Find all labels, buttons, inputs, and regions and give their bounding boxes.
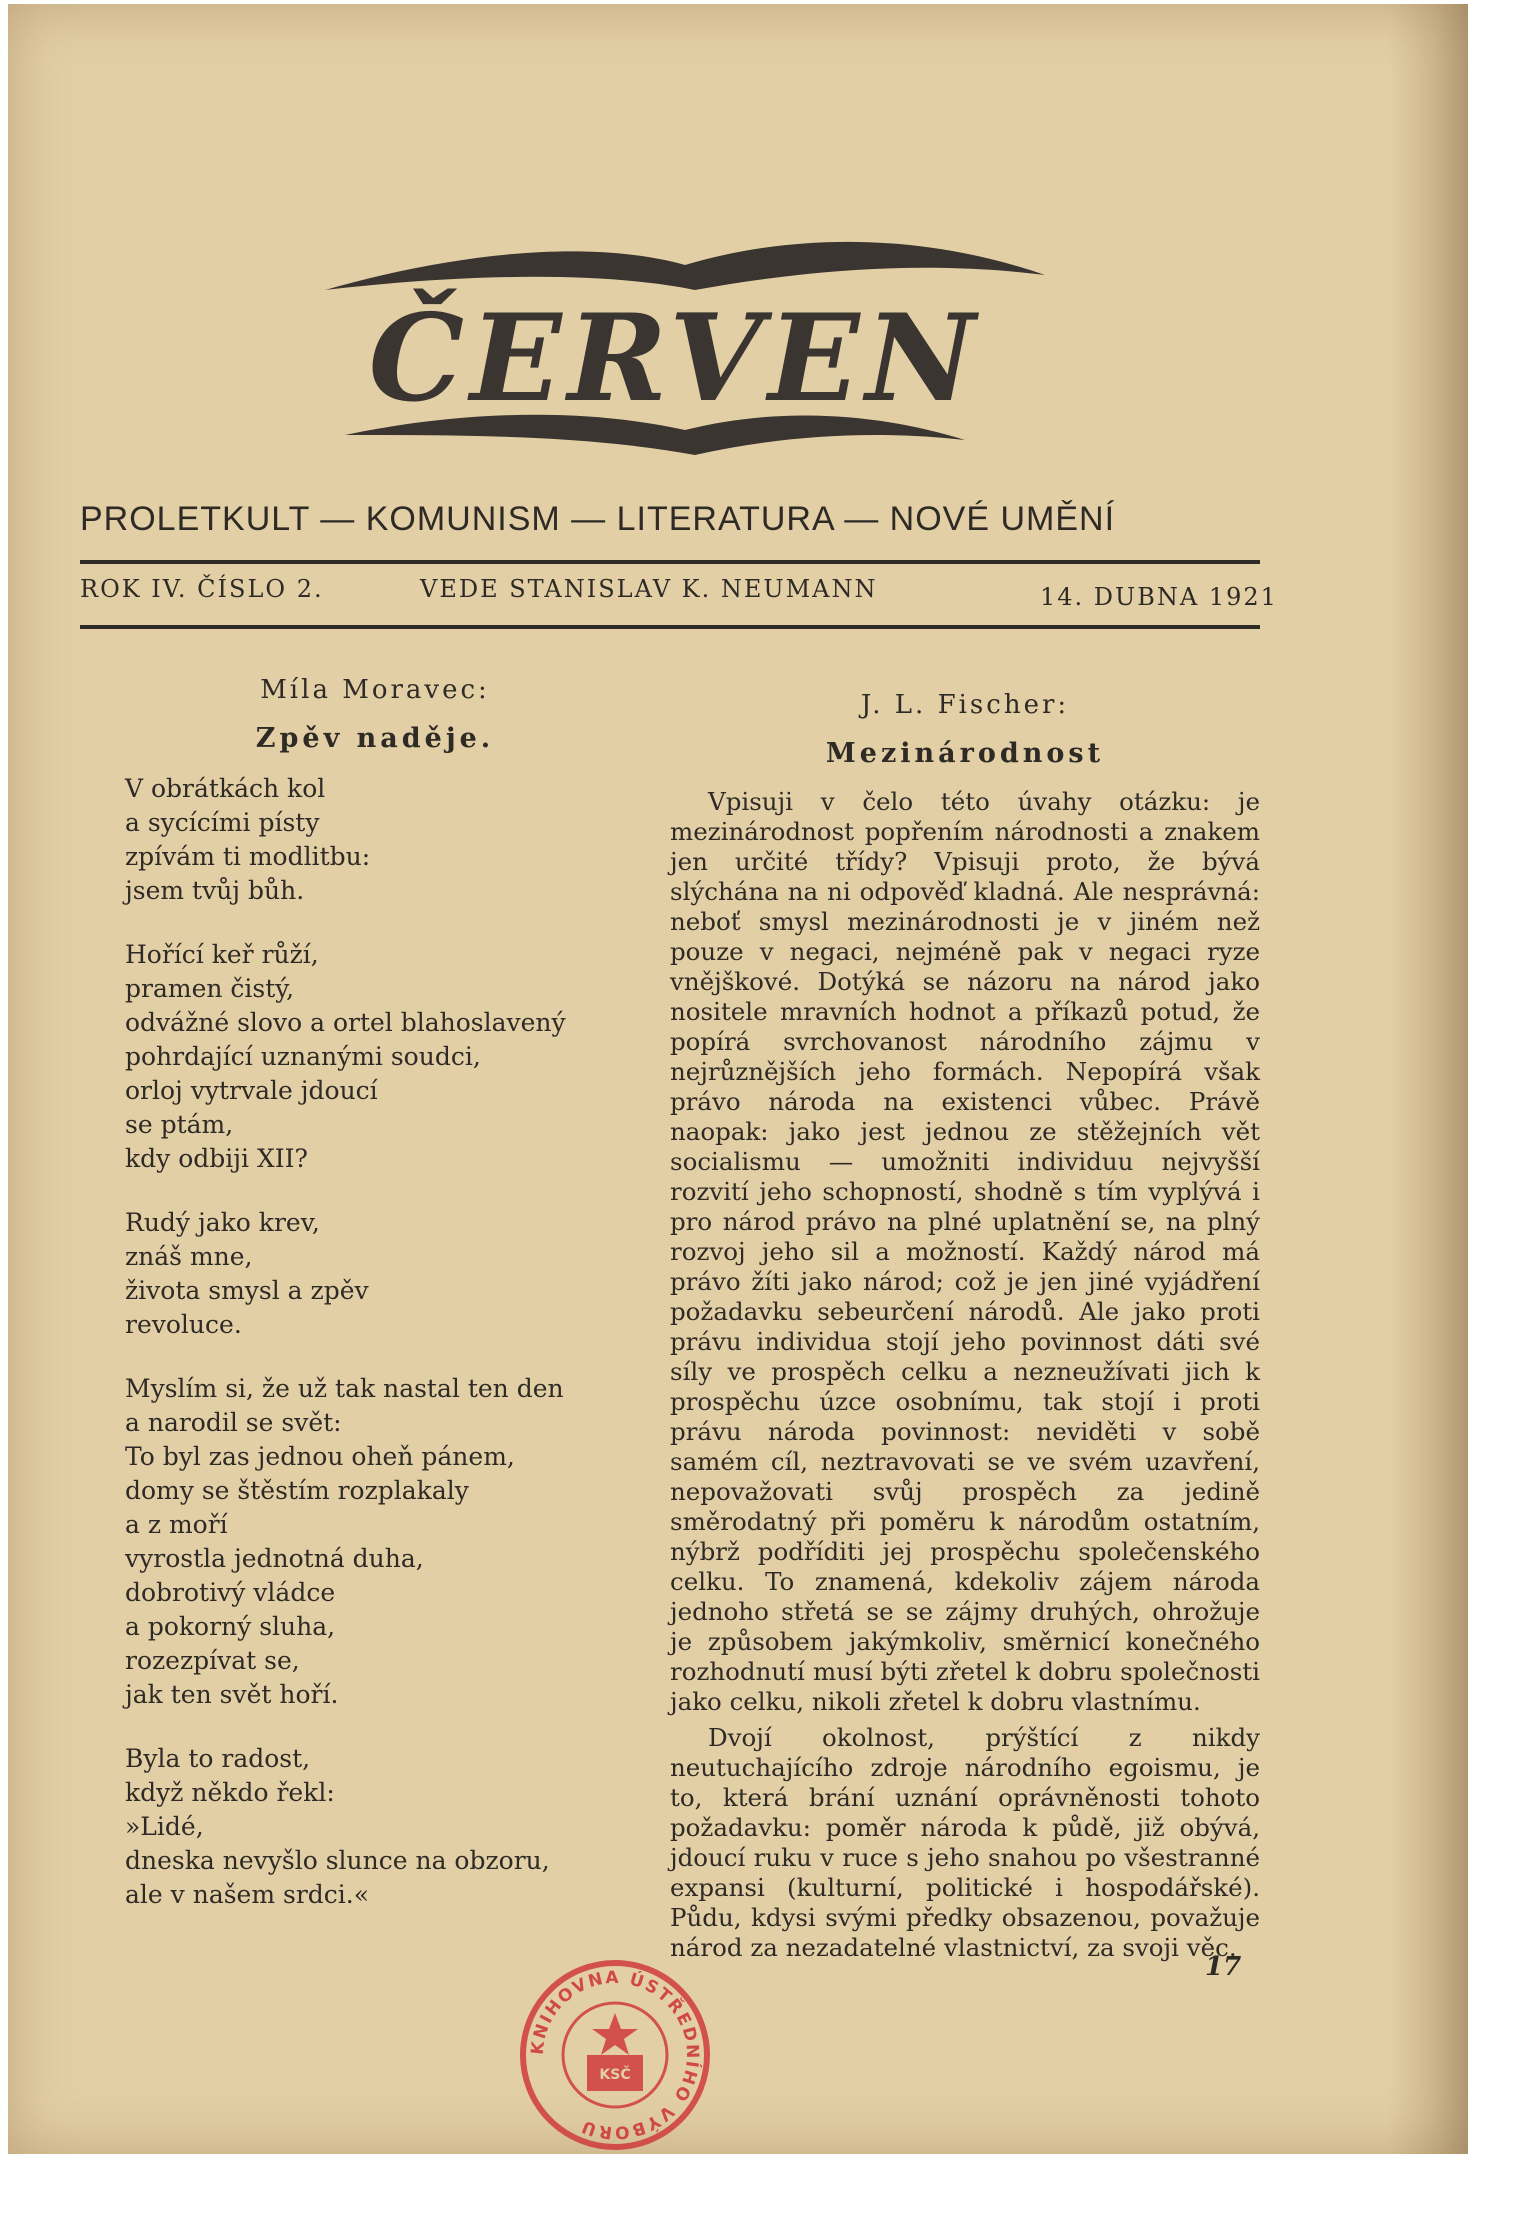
poem-line: a sycícími písty <box>125 808 320 837</box>
poem-line: kdy odbiji XII? <box>125 1144 308 1173</box>
poem-body <box>125 772 625 1912</box>
logo-top-swoosh <box>325 242 1045 290</box>
poem-line: a z moří <box>125 1510 228 1539</box>
essay-column <box>670 690 1260 1969</box>
poem-line: Byla to radost, <box>125 1744 311 1773</box>
essay-body <box>670 787 1260 1963</box>
poem-title: Zpěv naděje. <box>255 723 495 754</box>
poem-line: Myslím si, že už tak nastal ten den <box>125 1374 564 1403</box>
poem-line: Hořící keř růží, <box>125 940 319 969</box>
masthead-logo <box>265 230 1085 490</box>
masthead-top-rule <box>80 560 1260 564</box>
page-number: 17 <box>1205 1952 1242 1982</box>
issue-date: 14. DUBNA 1921 <box>1040 583 1278 611</box>
svg-text:KNIHOVNA ÚSTŘEDNÍHO VÝBORU <box>528 1968 704 2143</box>
poem-stanza <box>125 938 625 1176</box>
masthead-bottom-rule <box>80 625 1260 629</box>
poem-line: a pokorný sluha, <box>125 1612 336 1641</box>
stamp-ring-text: KNIHOVNA ÚSTŘEDNÍHO VÝBORU <box>527 1967 703 2143</box>
poem-line: To byl zas jednou oheň pánem, <box>125 1442 515 1471</box>
poem-line: revoluce. <box>125 1310 242 1339</box>
poem-column <box>125 675 625 1942</box>
library-stamp-svg <box>515 1955 715 2155</box>
stamp-emblem: KSČ <box>599 2067 631 2083</box>
poem-line: V obrátkách kol <box>125 774 326 803</box>
poem-author: Míla Moravec: <box>260 675 490 705</box>
poem-stanza <box>125 1372 625 1712</box>
library-stamp <box>515 1955 715 2155</box>
poem-stanza <box>125 1742 625 1912</box>
poem-line: dneska nevyšlo slunce na obzoru, <box>125 1846 550 1875</box>
poem-line: odvážné slovo a ortel blahoslavený <box>125 1008 566 1037</box>
poem-line: rozezpívat se, <box>125 1646 300 1675</box>
editor-line: VEDE STANISLAV K. NEUMANN <box>420 575 878 603</box>
poem-line: Rudý jako krev, <box>125 1208 320 1237</box>
essay-paragraph: Vpisuji v čelo této úvahy otázku: je mezinárodnost popřením národnosti a znakem jen určité třídy? Vpisuji proto, že bývá slýchána na ni odpověď kladná. Ale nesprávná: neboť smysl mezinárodnosti je v jiném než pouze v negaci, nejméně pak v negaci ryze vnějškové. Dotýká se názoru na národ jako nositele mravních hodnot a příkazů potud, že popírá svrchovanost národního zájmu v nejrůznějších jeho formách. Nepopírá však právo národa na existenci vůbec. Právě naopak: jako jest jednou ze stěžejních vět socialismu — umožniti individuu nejvyšší rozvití jeho schopností, shodně s tím vyplývá i pro národ právo na plné uplatnění se, na plný rozvoj jeho sil a možností. Každý národ má právo žíti jako národ; což je jen jiné vyjádření požadavku sebeurčení národů. Ale jako proti právu individua stojí jeho povinnost dáti své síly ve prospěch celku a nezneužívati jich k prospěchu úzce osobnímu, tak stojí i proti právu národa povinnost: neviděti v sobě samém cíl, neztravovati se ve svém uzavření, nepovažovati svůj prospěch za jedině směrodatný při poměru k národům ostatním, nýbrž podříditi jej prospěchu společenského celku. To znamená, kdekoliv zájem národa jednoho střetá se se zájmy druhých, ohrožuje je způsobem jakýmkoliv, směrnicí konečného rozhodnutí musí býti zřetel k dobru společnosti jako celku, nikoli zřetel k dobru vlastnímu. <box>670 787 1260 1716</box>
poem-line: znáš mne, <box>125 1242 253 1271</box>
poem-line: pramen čistý, <box>125 974 295 1003</box>
poem-line: a narodil se svět: <box>125 1408 342 1437</box>
poem-line: když někdo řekl: <box>125 1778 335 1807</box>
issue-number: ROK IV. ČÍSLO 2. <box>80 575 324 603</box>
page-edge-shadow <box>1388 4 1468 2154</box>
poem-line: vyrostla jednotná duha, <box>125 1544 424 1573</box>
poem-stanza <box>125 772 625 908</box>
masthead-logo-svg <box>265 230 1085 490</box>
poem-stanza <box>125 1206 625 1342</box>
poem-line: se ptám, <box>125 1110 234 1139</box>
poem-line: života smysl a zpěv <box>125 1276 369 1305</box>
poem-line: »Lidé, <box>125 1812 204 1841</box>
essay-title: Mezinárodnost <box>825 738 1105 769</box>
poem-line: orloj vytrvale jdoucí <box>125 1076 378 1105</box>
stamp-star-icon <box>592 2013 638 2055</box>
logo-title: ČERVEN <box>368 288 982 429</box>
essay-author: J. L. Fischer: <box>860 690 1070 720</box>
poem-line: jak ten svět hoří. <box>125 1680 339 1709</box>
poem-line: ale v našem srdci.« <box>125 1880 370 1909</box>
poem-line: pohrdající uznanými soudci, <box>125 1042 481 1071</box>
poem-line: domy se štěstím rozplakaly <box>125 1476 469 1505</box>
poem-line: jsem tvůj bůh. <box>125 876 305 905</box>
poem-line: zpívám ti modlitbu: <box>125 842 371 871</box>
essay-paragraph: Dvojí okolnost, prýštící z nikdy neutuchajícího zdroje národního egoismu, je to, která brání uznání oprávněnosti tohoto požadavku: poměr národa k půdě, již obývá, jdoucí ruku v ruce s jeho snahou po všestranné expansi (kulturní, politické i hospodářské). Půdu, kdysi svými předky obsazenou, považuje národ za nezadatelné vlastnictví, za svoji věc. <box>670 1723 1260 1962</box>
masthead-tagline: PROLETKULT — KOMUNISM — LITERATURA — NOVÉ UMĚNÍ <box>80 500 1116 538</box>
poem-line: dobrotivý vládce <box>125 1578 336 1607</box>
